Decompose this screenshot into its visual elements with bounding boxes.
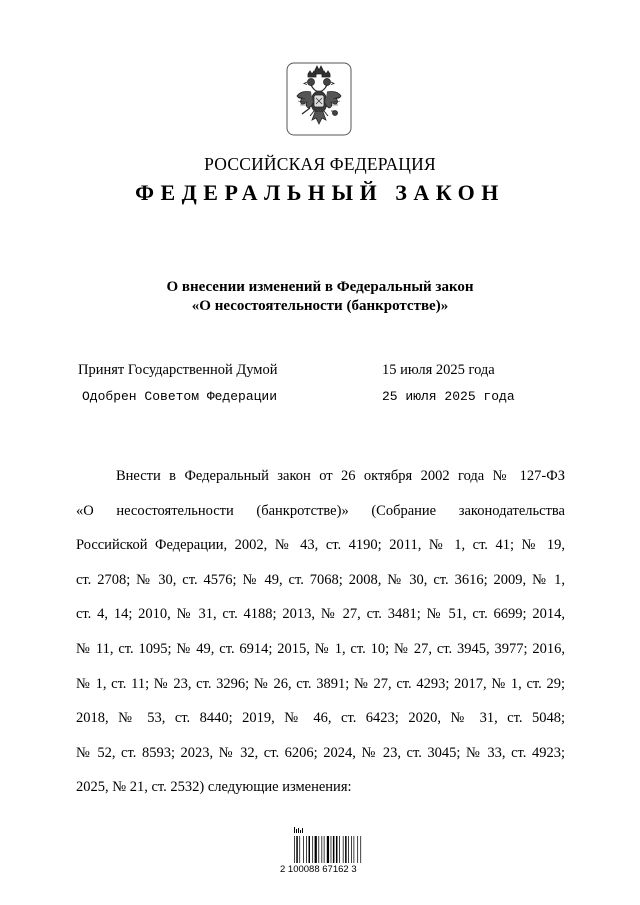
body-line: 2018, № 53, ст. 8440; 2019, № 46, ст. 6423; 2020, № 31, ст. 5048; <box>76 710 565 727</box>
body-line: Внести в Федеральный закон от 26 октября 2002 года № 127-ФЗ <box>116 468 565 484</box>
adopted-by-label: Принят Государственной Думой <box>78 362 278 378</box>
body-line: № 11, ст. 1095; № 49, ст. 6914; 2015, № 1, ст. 10; № 27, ст. 3945, 3977; 2016, <box>76 640 565 657</box>
law-body-paragraph <box>76 466 565 812</box>
body-line: 2025, № 21, ст. 2532) следующие изменения: <box>76 779 352 796</box>
coat-of-arms-icon <box>286 62 352 136</box>
state-name: РОССИЙСКАЯ ФЕДЕРАЦИЯ <box>204 154 436 174</box>
body-line: Российской Федерации, 2002, № 43, ст. 4190; 2011, № 1, ст. 41; № 19, <box>76 537 565 554</box>
body-line: ст. 4, 14; 2010, № 31, ст. 4188; 2013, № 27, ст. 3481; № 51, ст. 6699; 2014, <box>76 606 565 623</box>
law-title-line: «О несостоятельности (банкротстве)» <box>191 298 449 314</box>
body-line: ст. 2708; № 30, ст. 4576; № 49, ст. 7068; 2008, № 30, ст. 3616; 2009, № 1, <box>76 571 565 588</box>
barcode <box>280 826 366 882</box>
approved-date: 25 июля 2025 года <box>382 389 515 404</box>
approved-by-label: Одобрен Советом Федерации <box>82 389 278 404</box>
law-title <box>0 278 640 316</box>
barcode-icon <box>286 826 366 864</box>
adopted-date: 15 июля 2025 года <box>382 362 495 378</box>
body-line: № 52, ст. 8593; 2023, № 32, ст. 6206; 2024, № 23, ст. 3045; № 33, ст. 4923; <box>76 744 565 761</box>
body-line: № 1, ст. 11; № 23, ст. 3296; № 26, ст. 3891; № 27, ст. 4293; 2017, № 1, ст. 29; <box>76 675 565 692</box>
document-type: ФЕДЕРАЛЬНЫЙ ЗАКОН <box>135 180 505 205</box>
barcode-digits: 2 100088 67162 3 <box>280 864 357 875</box>
law-title-line: О внесении изменений в Федеральный закон <box>166 279 474 295</box>
body-line: «О несостоятельности (банкротстве)» (Собрание законодательства <box>76 502 565 519</box>
